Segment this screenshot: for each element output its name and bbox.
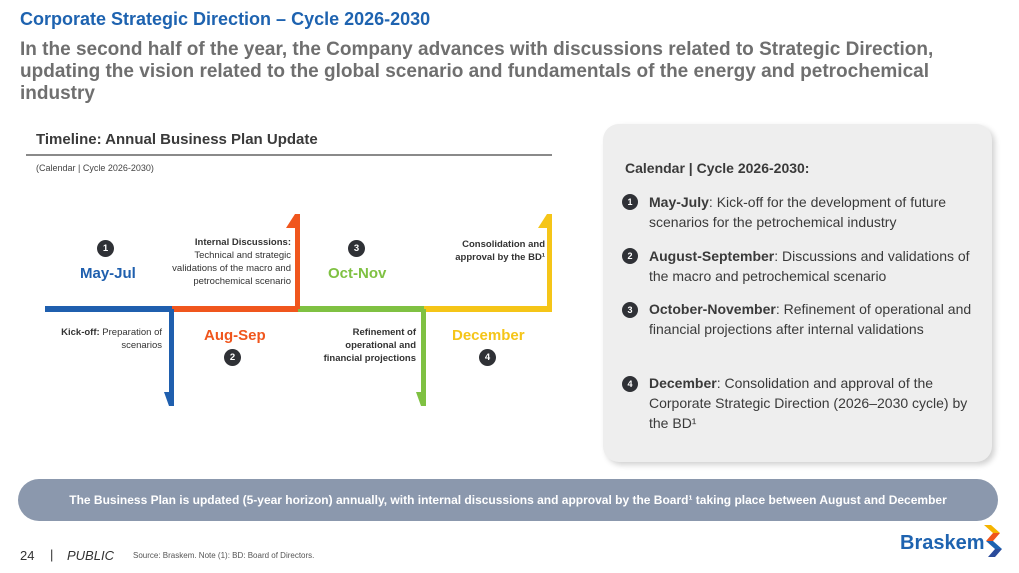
- timeline-flag-tip-1: [164, 392, 169, 406]
- calendar-item-2-text: : Discussions and validations of the macro and petrochemical scenario: [649, 248, 970, 284]
- stage-3-note: [306, 326, 416, 365]
- stage-1-note-bold: Kick-off:: [61, 327, 100, 338]
- timeline-segment-3: [298, 306, 424, 312]
- timeline-segment-2: [172, 306, 298, 312]
- calendar-item-3-text: : Refinement of operational and financial projections after internal validations: [649, 301, 972, 337]
- stage-4-period: December: [452, 327, 525, 344]
- calendar-item-3-badge: 3: [622, 302, 638, 318]
- calendar-item-1-badge: 1: [622, 194, 638, 210]
- calendar-item-1-bold: May-July: [649, 194, 709, 210]
- calendar-item-4-badge: 4: [622, 376, 638, 392]
- calendar-item-3-bold: October-November: [649, 301, 776, 317]
- stage-1-period: May-Jul: [80, 265, 136, 282]
- calendar-item-2: [649, 246, 984, 286]
- stage-2-note: [170, 236, 291, 288]
- classification-label: PUBLIC: [67, 548, 114, 563]
- stage-3-period: Oct-Nov: [328, 265, 387, 282]
- stage-4-note-bold: Consolidation and approval by the BD¹: [455, 239, 545, 263]
- timeline-flag-pole-2: [295, 214, 300, 309]
- stage-3-note-bold: Refinement of operational and financial projections: [323, 327, 416, 364]
- timeline-flag-pole-1: [169, 309, 174, 406]
- calendar-item-1-text: : Kick-off for the development of future scenarios for the petrochemical industry: [649, 194, 947, 230]
- calendar-item-4-bold: December: [649, 375, 717, 391]
- stage-1-note: [40, 326, 162, 352]
- timeline-title: Timeline: Annual Business Plan Update: [36, 131, 318, 148]
- timeline-segment-4: [424, 306, 552, 312]
- timeline-flag-pole-3: [421, 309, 426, 406]
- stage-1-note-text: Preparation of scenarios: [99, 327, 162, 351]
- timeline-subtitle: (Calendar | Cycle 2026-2030): [36, 163, 154, 173]
- timeline-flag-tip-4: [538, 214, 552, 228]
- calendar-item-3: [649, 299, 984, 339]
- calendar-item-4: [649, 373, 984, 433]
- footer-separator: |: [50, 547, 54, 562]
- stage-2-note-text: Technical and strategic validations of the macro and petrochemical scenario: [172, 250, 291, 287]
- stage-4-badge: 4: [479, 349, 496, 366]
- calendar-item-1: [649, 192, 984, 232]
- timeline-flag-tip-3: [416, 392, 421, 406]
- braskem-logo-text: Braskem: [900, 532, 985, 554]
- stage-1-badge: 1: [97, 240, 114, 257]
- slide-headline: In the second half of the year, the Company advances with discussions related to Strategic Direction, updating the vision related to the global scenario and fundamentals of the energy and petrochemical industry: [20, 39, 934, 104]
- braskem-logo-icon: [982, 524, 1004, 558]
- stage-4-note: [440, 238, 545, 264]
- calendar-item-4-text: : Consolidation and approval of the Corporate Strategic Direction (2026–2030 cycle) by the BD¹: [649, 375, 968, 431]
- timeline-flag-tip-2: [286, 214, 300, 228]
- summary-banner: The Business Plan is updated (5-year horizon) annually, with internal discussions and approval by the Board¹ taking place between August and December: [18, 479, 998, 521]
- stage-3-badge: 3: [348, 240, 365, 257]
- source-note: Source: Braskem. Note (1): BD: Board of Directors.: [133, 551, 315, 560]
- timeline-flag-pole-4: [547, 214, 552, 309]
- calendar-item-2-badge: 2: [622, 248, 638, 264]
- calendar-item-2-bold: August-September: [649, 248, 775, 264]
- slide-title: Corporate Strategic Direction – Cycle 2026-2030: [20, 9, 431, 29]
- timeline-segment-1: [45, 306, 172, 312]
- page-number: 24: [20, 548, 35, 563]
- calendar-title: Calendar | Cycle 2026-2030:: [625, 160, 810, 176]
- stage-2-note-bold: Internal Discussions:: [194, 237, 291, 248]
- stage-2-period: Aug-Sep: [204, 327, 266, 344]
- stage-2-badge: 2: [224, 349, 241, 366]
